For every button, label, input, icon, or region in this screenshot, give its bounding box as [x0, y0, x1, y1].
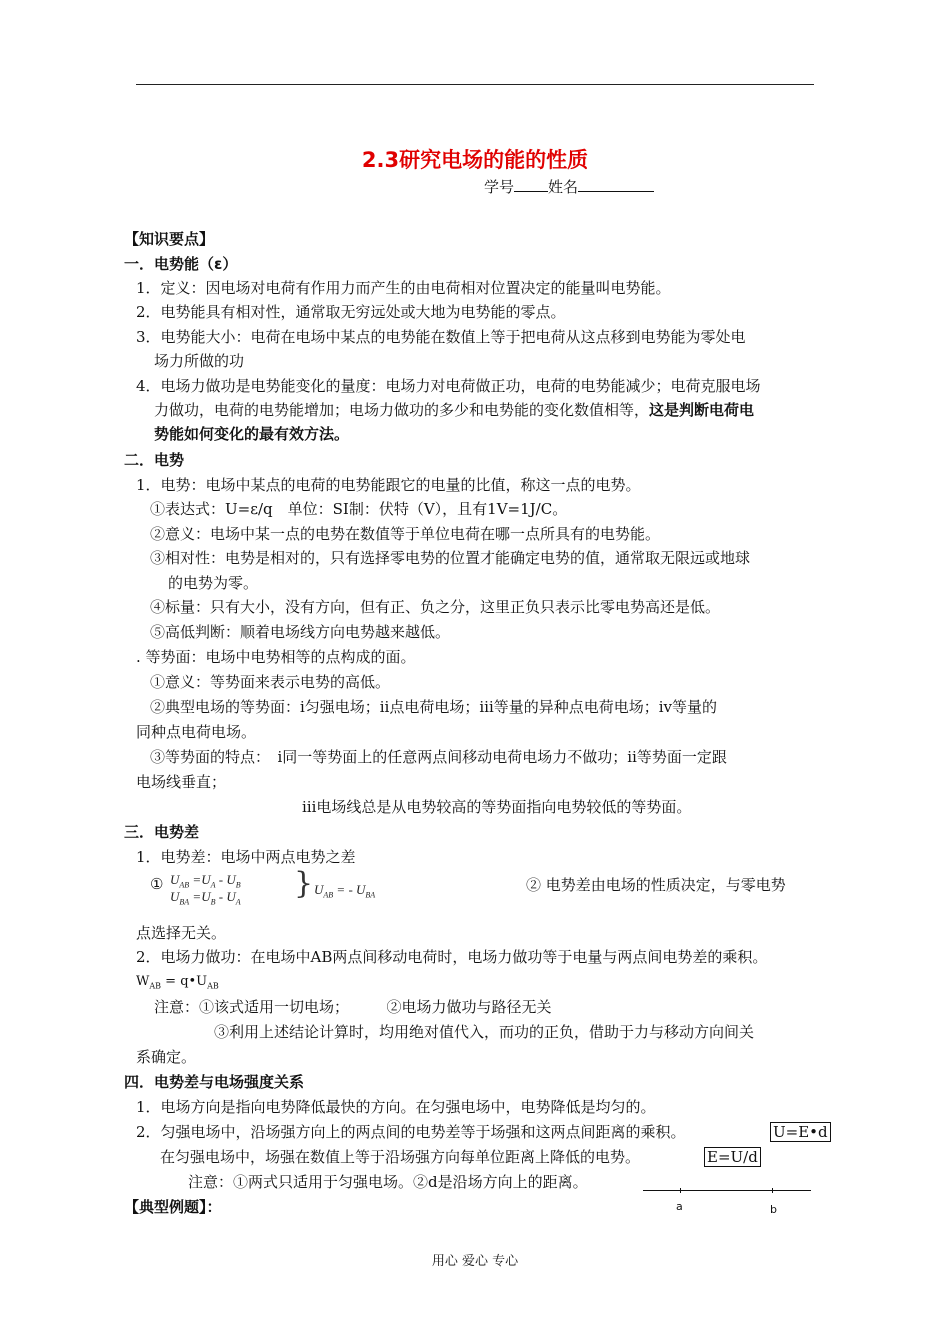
text-line: ②典型电场的等势面：ⅰ匀强电场；ⅱ点电荷电场；ⅲ等量的异种点电荷电场；ⅳ等量的	[150, 698, 718, 716]
potential-difference-formula	[150, 866, 376, 907]
formula-row-2: $U_{BA} =U_B - U_A$	[170, 889, 241, 907]
text-line: 3．电势能大小：电荷在电场中某点的电势能在数值上等于把电荷从这点移到电势能为零处电	[136, 328, 746, 346]
text-line: 1．电场方向是指向电势降低最快的方向。在匀强电场中，电势降低是均匀的。	[136, 1098, 656, 1116]
text-line: . 等势面：电场中电势相等的点构成的面。	[136, 648, 416, 666]
text-line: 场力所做的功	[154, 352, 245, 370]
text-line: 电场线垂直；	[136, 773, 227, 791]
text-line	[154, 400, 754, 420]
page-footer: 用心 爱心 专心	[431, 1254, 519, 1269]
formula-row-1: $U_{AB} =U_A - U_B$	[170, 872, 241, 890]
section-heading-3: 三．电势差	[124, 823, 200, 841]
xingming-label: 姓名	[548, 178, 579, 196]
point-a-label: a	[676, 1200, 683, 1213]
text-line: 1．电势：电场中某点的电荷的电势能跟它的电量的比值，称这一点的电势。	[136, 476, 641, 494]
text-line: 1．定义：因电场对电荷有作用力而产生的由电荷相对位置决定的能量叫电势能。	[136, 279, 671, 297]
field-line-diagram	[643, 1190, 811, 1191]
xuehao-blank	[514, 177, 548, 192]
text-line: 1．电势差：电场中两点电势之差	[136, 848, 356, 866]
page-title: 2.3研究电场的能的性质	[361, 148, 589, 172]
brace-icon: }	[294, 866, 314, 901]
text-line: ③相对性：电势是相对的，只有选择零电势的位置才能确定电势的值，通常取无限远或地球	[150, 549, 751, 567]
section-heading-knowledge: 【知识要点】	[124, 230, 215, 248]
text-line: ③利用上述结论计算时，均用绝对值代入，而功的正负，借助于力与移动方向间关	[214, 1023, 755, 1041]
point-b-tick	[772, 1188, 773, 1193]
text-line: ③等势面的特点： ⅰ同一等势面上的任意两点间移动电荷电场力不做功；ⅱ等势面一定跟	[150, 748, 727, 766]
text-line: 同种点电荷电场。	[136, 723, 257, 741]
text-line: 注意：①两式只适用于匀强电场。②d是沿场方向上的距离。	[188, 1173, 588, 1191]
formula-body	[170, 866, 430, 912]
text-span: 力做功，电荷的电势能增加；电场力做功的多少和电势能的变化数值相等，	[154, 401, 650, 419]
circle-number: ①	[150, 875, 164, 893]
bold-emphasis: 这是判断电荷电	[649, 401, 755, 419]
student-id-line	[484, 176, 654, 197]
formula-box-eud: E=U/d	[704, 1147, 761, 1167]
text-line: 2．匀强电场中，沿场强方向上的两点间的电势差等于场强和这两点间距离的乘积。	[136, 1123, 686, 1141]
point-a-tick	[680, 1188, 681, 1193]
text-line: 系确定。	[136, 1048, 197, 1066]
section-heading-4: 四．电势差与电场强度关系	[124, 1073, 305, 1091]
text-line: ⅲ电场线总是从电势较高的等势面指向电势较低的等势面。	[302, 798, 692, 816]
text-line: ② 电势差由电场的性质决定，与零电势	[526, 876, 786, 894]
section-heading-2: 二．电势	[124, 451, 185, 469]
text-line: ⑤高低判断：顺着电场线方向电势越来越低。	[150, 623, 451, 641]
formula-result: $U_{AB}$ = - $U_{BA}$	[314, 882, 376, 900]
text-line: 点选择无关。	[136, 924, 227, 942]
section-heading-examples: 【典型例题】：	[124, 1198, 222, 1216]
section-heading-1: 一．电势能（ε）	[124, 255, 238, 273]
formula-box-ued: U=E•d	[770, 1122, 831, 1142]
text-line: 2．电场力做功：在电场中AB两点间移动电荷时，电场力做功等于电量与两点间电势差的乘积。	[136, 948, 768, 966]
header-rule	[136, 84, 814, 85]
text-line: ②意义：电场中某一点的电势在数值等于单位电荷在哪一点所具有的电势能。	[150, 525, 661, 543]
xingming-blank	[578, 177, 654, 192]
bold-emphasis-line: 势能如何变化的最有效方法。	[154, 425, 350, 443]
text-line: 在匀强电场中，场强在数值上等于沿场强方向每单位距离上降低的电势。	[160, 1148, 641, 1166]
work-formula: $W_{AB}$ = $q•U_{AB}$	[136, 974, 219, 991]
xuehao-label: 学号	[484, 178, 515, 196]
text-line: ①意义：等势面来表示电势的高低。	[150, 673, 391, 691]
text-line: 注意：①该式适用一切电场； ②电场力做功与路径无关	[154, 998, 552, 1016]
text-line: ①表达式：U=ε/q 单位：SI制：伏特（V），且有1V=1J/C。	[150, 500, 568, 518]
text-line: 的电势为零。	[168, 574, 259, 592]
text-line: 2．电势能具有相对性，通常取无穷远处或大地为电势能的零点。	[136, 303, 566, 321]
text-line: ④标量：只有大小，没有方向，但有正、负之分，这里正负只表示比零电势高还是低。	[150, 598, 721, 616]
text-line: 4．电场力做功是电势能变化的量度：电场力对电荷做正功，电荷的电势能减少；电荷克服电场	[136, 377, 761, 395]
point-b-label: b	[770, 1203, 777, 1216]
